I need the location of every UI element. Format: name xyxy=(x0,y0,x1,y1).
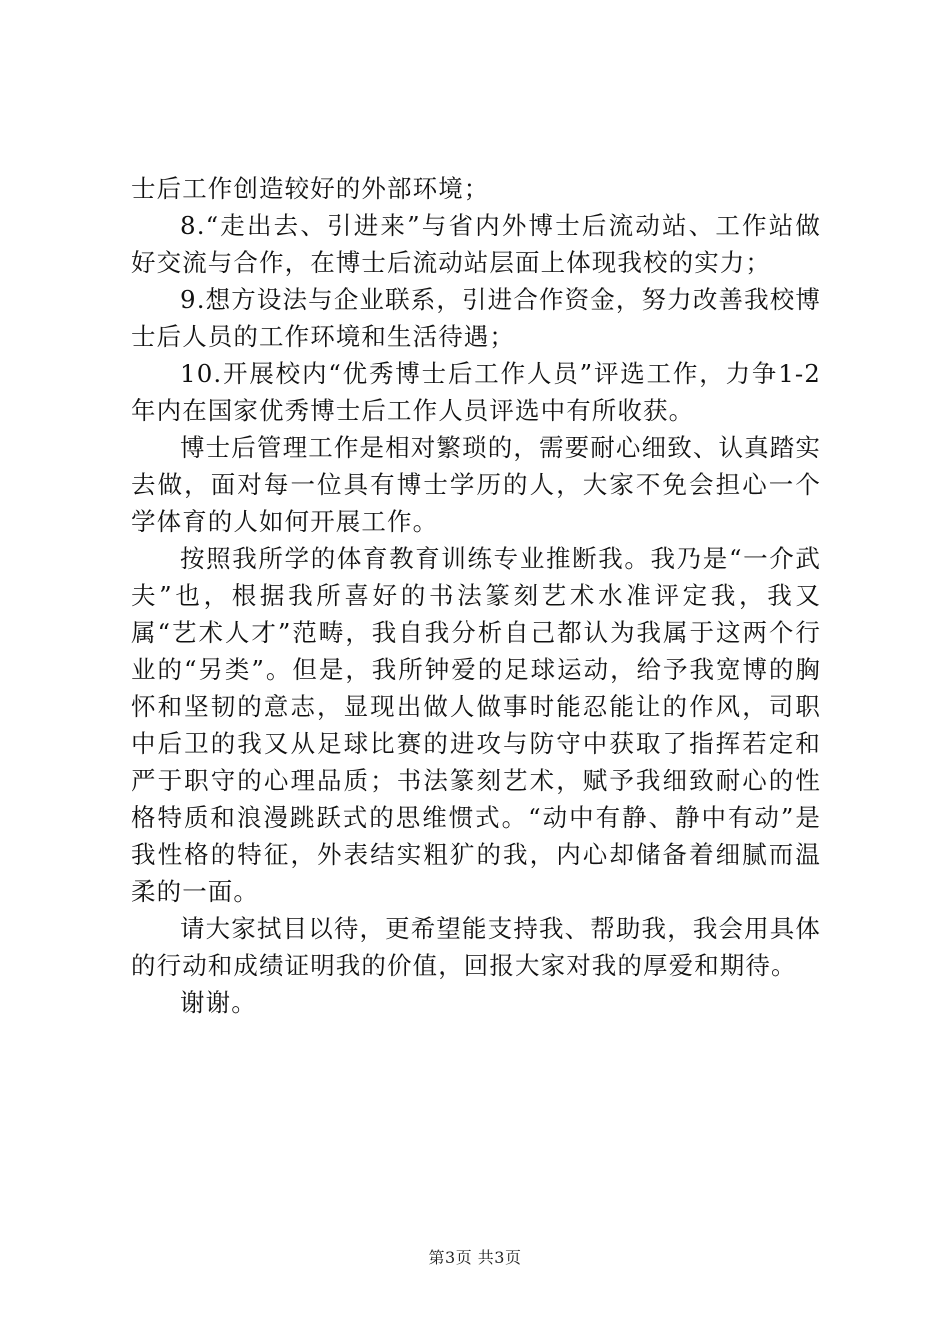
paragraph-self-analysis: 按照我所学的体育教育训练专业推断我。我乃是“一介武夫”也，根据我所喜好的书法篆刻艺术水准评定我，我又属“艺术人才”范畴，我自我分析自己都认为我属于这两个行业的“另类”。但是，我所钟爱的足球运动，给予我宽博的胸怀和坚韧的意志，显现出做人做事时能忍能让的作风，司职中后卫的我又从足球比赛的进攻与防守中获取了指挥若定和严于职守的心理品质；书法篆刻艺术，赋予我细致耐心的性格特质和浪漫跳跃式的思维惯式。“动中有静、静中有动”是我性格的特征，外表结实粗犷的我，内心却储备着细腻而温柔的一面。 xyxy=(131,544,821,906)
paragraph-management-work: 博士后管理工作是相对繁琐的，需要耐心细致、认真踏实去做，面对每一位具有博士学历的人，大家不免会担心一个学体育的人如何开展工作。 xyxy=(131,433,821,536)
paragraph-request-support: 请大家拭目以待，更希望能支持我、帮助我，我会用具体的行动和成绩证明我的价值，回报大家对我的厚爱和期待。 xyxy=(131,914,821,980)
paragraph-item-10: 10.开展校内“优秀博士后工作人员”评选工作，力争1-2年内在国家优秀博士后工作人员评选中有所收获。 xyxy=(131,359,821,425)
paragraph-item-9: 9.想方设法与企业联系，引进合作资金，努力改善我校博士后人员的工作环境和生活待遇； xyxy=(131,285,821,351)
paragraph-thanks: 谢谢。 xyxy=(180,988,257,1017)
page-footer: 第3页 共3页 xyxy=(428,1248,522,1267)
document-body xyxy=(131,170,821,1021)
paragraph-continuation: 士后工作创造较好的外部环境； xyxy=(131,174,490,203)
paragraph-item-8: 8.“走出去、引进来”与省内外博士后流动站、工作站做好交流与合作，在博士后流动站层面上体现我校的实力； xyxy=(131,211,821,277)
